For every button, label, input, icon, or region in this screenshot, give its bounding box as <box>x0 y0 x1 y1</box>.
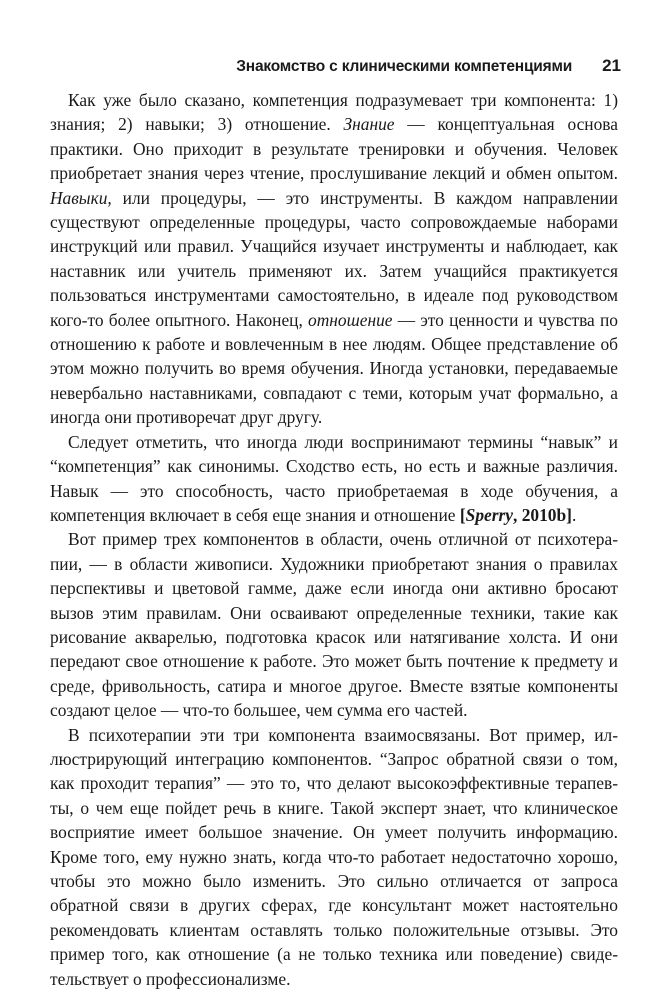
paragraph <box>50 430 618 528</box>
text-run: — это ценности и чувства по отношению к работе и вовлеченным в нее людям. Общее представление об этом можно получить во время обучения. Иногда установки, передаваемые невербально наставниками, совпадают с теми, которым учат формально, а иногда они противоречат друг другу. <box>50 309 618 428</box>
text-run: . <box>571 504 577 525</box>
page-number: 21 <box>602 56 621 75</box>
text-run: или процедуры, — это инструменты. В каждом направлении существуют определенные процедуры, часто сопровождаемые наборами инструкций или правил. Учащийся изучает инструменты и наблюдает, как наставник или учитель применяют их. Затем учащийся практикуется пользоваться инструментами самостоятельно, в идеале под руководством кого-то более опытного. Наконец, <box>50 187 618 330</box>
citation-text: [ <box>459 504 466 525</box>
citation-text: , 2010b] <box>513 504 572 525</box>
paragraph <box>50 527 618 722</box>
italic-term: отношение <box>308 309 393 330</box>
text-run: — концептуальная основа практики. Оно приходит в результате тренировки и обучения. Человек приобретает знания через чтение, прослушивание лекций и обмен опытом. <box>50 114 619 184</box>
text-run: Вот пример трех компонентов в области, очень отличной от психотерапии, — в области живописи. Художники приобретают знания о правилах перспективы и цветовой гамме, даже если иногда они активно бросают вызов этим правилам. Они осваивают определенные техники, такие как рисование акварелью, подготовка красок или натягивание холста. И они передают свое отношение к работе. Это может быть почтение к предмету и среде, фривольность, сатира и многое другое. Вместе взятые компоненты создают целое — что-то большее, чем сумма его частей. <box>50 529 618 721</box>
paragraph <box>50 88 618 430</box>
italic-term: Навыки, <box>50 187 112 208</box>
running-title: Знакомство с клиническими компетенциями <box>236 58 573 75</box>
italic-term: Знание <box>343 114 395 135</box>
text-run: Как уже было сказано, компетенция подразумевает три компонента: 1) знания; 2) навыки; 3) отношение. <box>50 90 618 135</box>
body-text <box>50 88 618 991</box>
citation-author: Sperry <box>465 504 513 525</box>
running-header <box>0 56 621 76</box>
text-run: В психотерапии эти три компонента взаимосвязаны. Вот пример, иллюстрирующий интеграцию компонентов. “Запрос обратной связи о том, как проходит терапия” — это то, что делают высокоэффективные терапевты, о чем еще пойдет речь в книге. Такой эксперт знает, что клиническое восприятие имеет большое значение. Он умеет получить информацию. Кроме того, ему нужно знать, когда что-то работает недостаточно хорошо, чтобы это можно было изменить. Это сильно отличается от запроса обратной связи в других сферах, где консультант может настоятельно рекомендовать клиентам оставлять только положительные отзывы. Это пример того, как отношение (а не только техника или поведение) свидетельствует о профессионализме. <box>50 724 618 989</box>
text-run: Следует отметить, что иногда люди воспринимают термины “навык” и “компетенция” как синонимы. Сходство есть, но есть и важные различия. Навык — это способность, часто приобретаемая в ходе обучения, а компетенция включает в себя еще знания и отношение <box>50 431 618 525</box>
paragraph <box>50 723 618 991</box>
